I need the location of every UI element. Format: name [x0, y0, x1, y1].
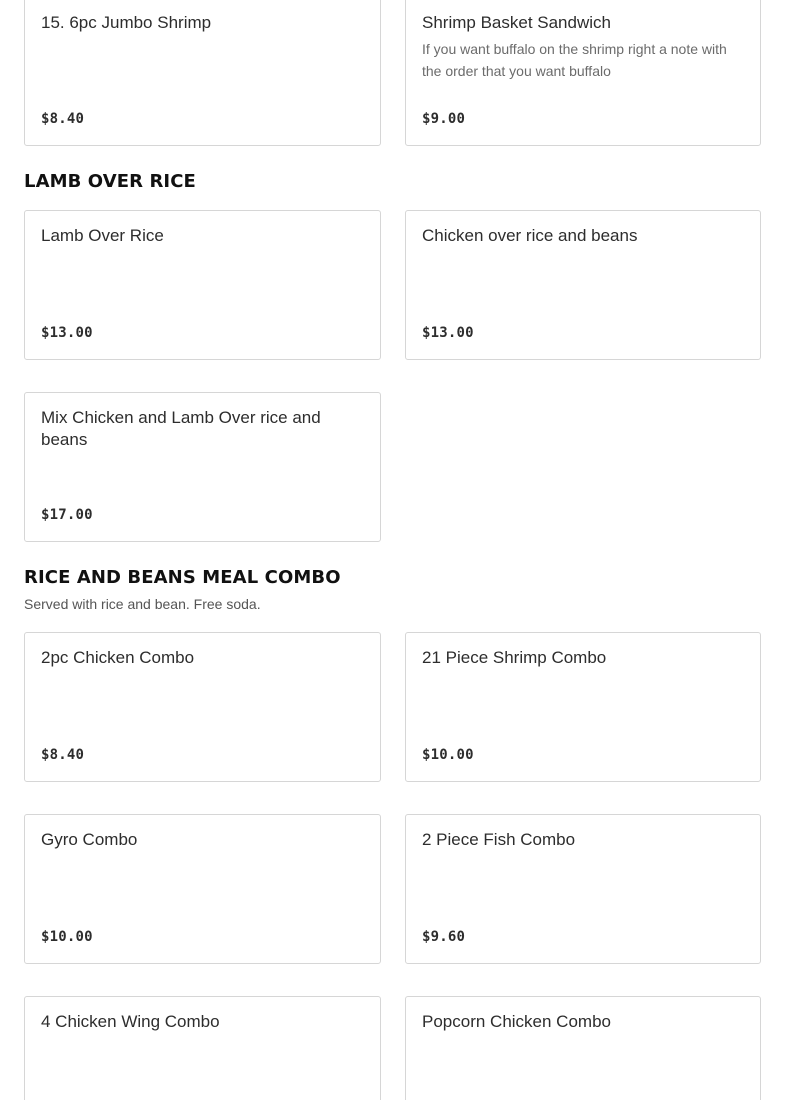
menu-item-card[interactable] — [405, 210, 761, 360]
menu-item-price: $10.00 — [422, 747, 474, 763]
menu-item-price: $9.60 — [422, 929, 466, 945]
section-heading: LAMB OVER RICE — [24, 171, 196, 192]
menu-item-price: $9.00 — [422, 111, 466, 127]
menu-item-card[interactable] — [24, 632, 381, 782]
menu-item-card[interactable] — [405, 814, 761, 964]
menu-item-card[interactable] — [24, 814, 381, 964]
menu-item-name: 21 Piece Shrimp Combo — [422, 648, 607, 667]
menu-item-card[interactable] — [405, 0, 761, 146]
section-heading: RICE AND BEANS MEAL COMBO — [24, 567, 341, 588]
menu-item-description: If you want buffalo on the shrimp right a note with the order that you want buffalo — [422, 41, 727, 79]
section-subtitle: Served with rice and bean. Free soda. — [24, 596, 261, 612]
menu-item-name: Shrimp Basket Sandwich — [422, 13, 611, 32]
menu-item-card[interactable] — [405, 632, 761, 782]
menu-item-card[interactable] — [24, 0, 381, 146]
menu-item-name: Popcorn Chicken Combo — [422, 1012, 611, 1031]
menu-item-name: Mix Chicken and Lamb Over rice and beans — [41, 408, 321, 449]
menu-item-name: Lamb Over Rice — [41, 226, 164, 245]
menu-item-price: $17.00 — [41, 507, 93, 523]
menu-item-card[interactable] — [24, 392, 381, 542]
menu-item-price: $13.00 — [422, 325, 474, 341]
menu-item-price: $10.00 — [41, 929, 93, 945]
menu-item-card[interactable] — [405, 996, 761, 1100]
menu-item-name: 15. 6pc Jumbo Shrimp — [41, 13, 212, 32]
menu-item-name: 4 Chicken Wing Combo — [41, 1012, 220, 1031]
menu-item-name: Gyro Combo — [41, 830, 138, 849]
menu-item-name: 2pc Chicken Combo — [41, 648, 195, 667]
menu-item-price: $8.40 — [41, 747, 85, 763]
menu-item-card[interactable] — [24, 210, 381, 360]
menu-item-name: 2 Piece Fish Combo — [422, 830, 576, 849]
menu-item-price: $13.00 — [41, 325, 93, 341]
menu-item-price: $8.40 — [41, 111, 85, 127]
menu-item-card[interactable] — [24, 996, 381, 1100]
menu-item-name: Chicken over rice and beans — [422, 226, 638, 245]
